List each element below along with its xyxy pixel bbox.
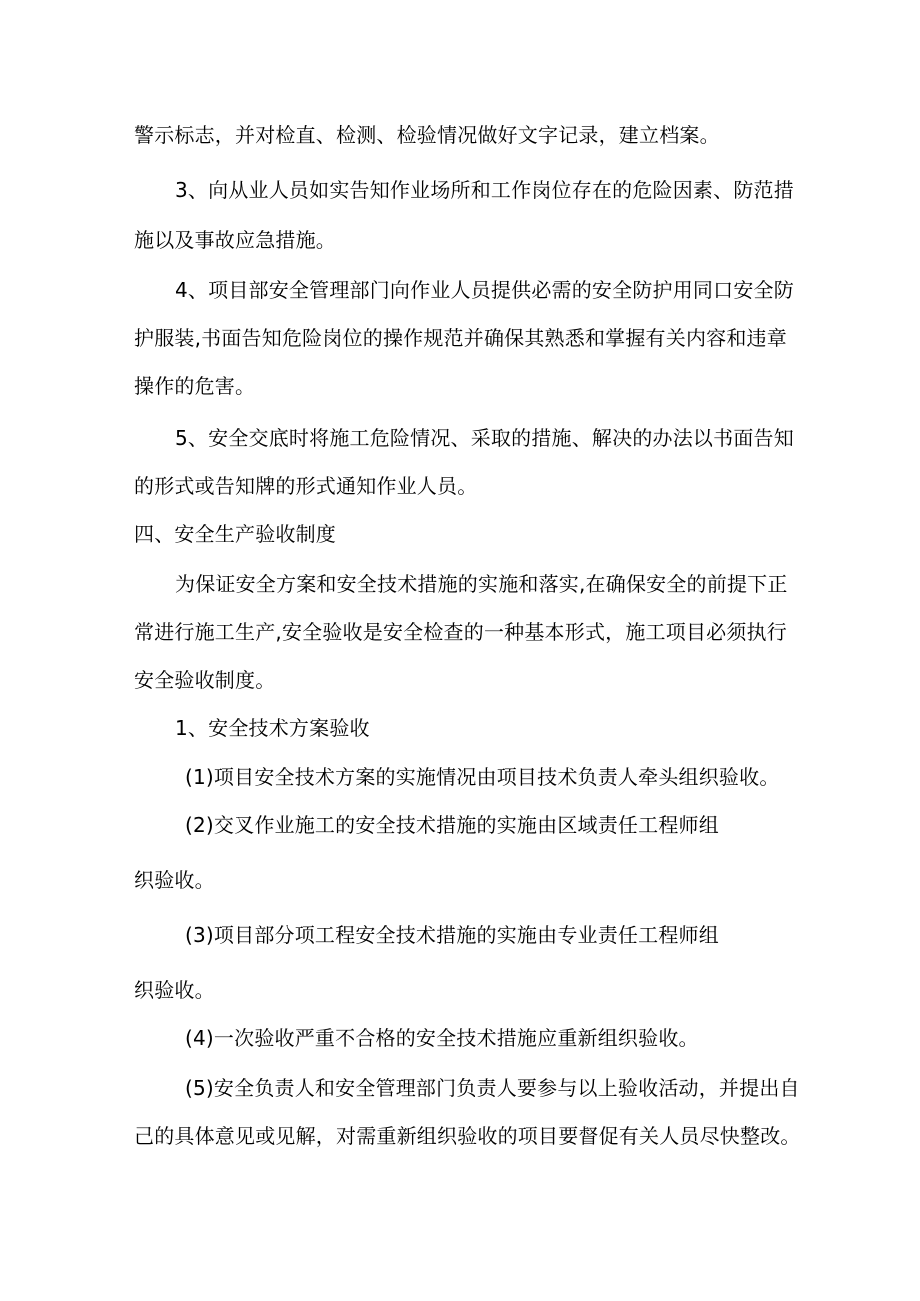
body-text-line: (2)交叉作业施工的安全技术措施的实施由区域责任工程师组 bbox=[185, 813, 719, 837]
body-text-line: 5、安全交底时将施工危险情况、采取的措施、解决的办法以书面告知 bbox=[175, 426, 794, 450]
subsection-heading: 1、安全技术方案验收 bbox=[175, 716, 370, 740]
body-text-line: 操作的危害。 bbox=[134, 374, 256, 398]
body-text-line: (1)项目安全技术方案的实施情况由项目技术负责人牵头组织验收。 bbox=[185, 765, 780, 789]
body-text-line: 安全验收制度。 bbox=[134, 668, 276, 692]
body-text-line: 护服装,书面告知危险岗位的操作规范并确保其熟悉和掌握有关内容和违章 bbox=[134, 326, 787, 350]
body-text-line: 常进行施工生产,安全验收是安全检查的一种基本形式，施工项目必须执行 bbox=[134, 620, 787, 644]
body-text-line: 警示标志，并对检直、检测、检验情况做好文字记录，建立档案。 bbox=[134, 123, 720, 147]
body-text-line: 为保证安全方案和安全技术措施的实施和落实,在确保安全的前提下正 bbox=[175, 572, 788, 596]
body-text-line: (3)项目部分项工程安全技术措施的实施由专业责任工程师组 bbox=[185, 923, 719, 947]
body-text-line: 施以及事故应急措施。 bbox=[134, 228, 336, 252]
body-text-line: 己的具体意见或见解，对需重新组织验收的项目要督促有关人员尽快整改。 bbox=[134, 1124, 801, 1148]
body-text-line: 织验收。 bbox=[134, 978, 215, 1002]
section-heading: 四、安全生产验收制度 bbox=[134, 522, 336, 546]
body-text-line: (5)安全负责人和安全管理部门负责人要参与以上验收活动，并提出自 bbox=[185, 1076, 800, 1100]
body-text-line: 织验收。 bbox=[134, 868, 215, 892]
body-text-line: (4)一次验收严重不合格的安全技术措施应重新组织验收。 bbox=[185, 1026, 699, 1050]
body-text-line: 3、向从业人员如实告知作业场所和工作岗位存在的危险因素、防范措 bbox=[175, 178, 794, 202]
body-text-line: 的形式或告知牌的形式通知作业人员。 bbox=[134, 474, 478, 498]
body-text-line: 4、项目部安全管理部门向作业人员提供必需的安全防护用同口安全防 bbox=[175, 278, 794, 302]
